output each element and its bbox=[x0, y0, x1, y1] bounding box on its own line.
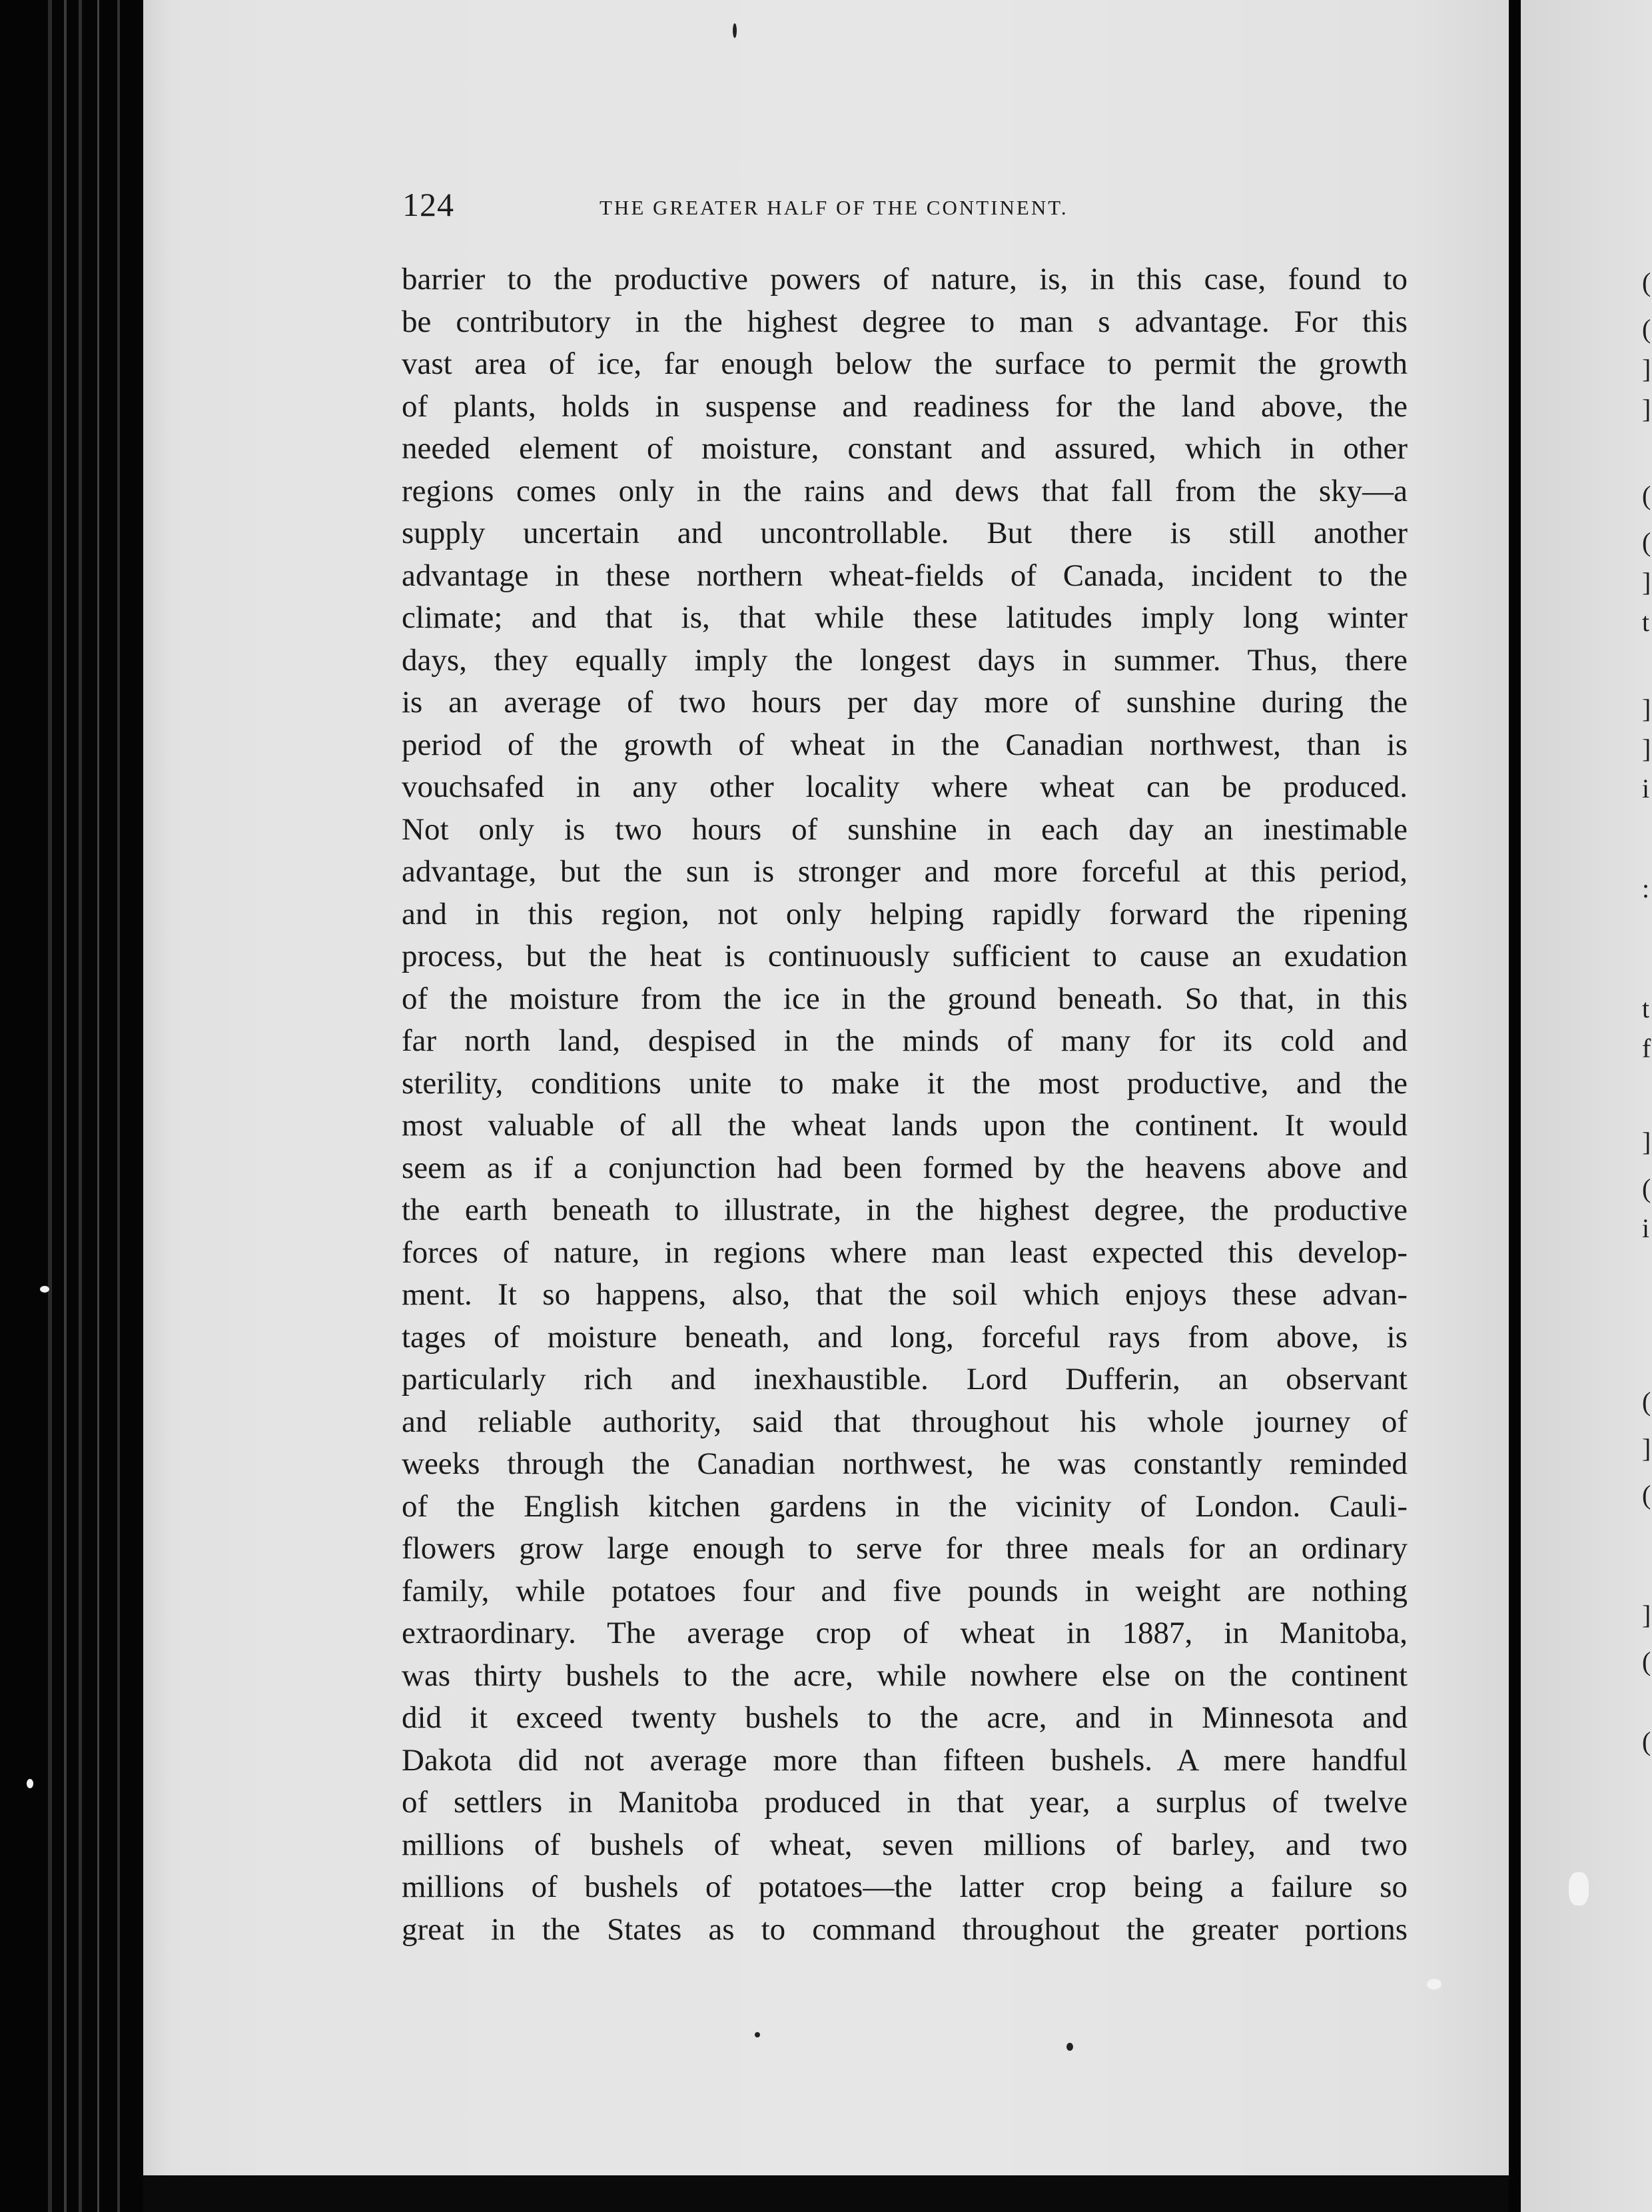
text-line: period of the growth of wheat in the Canadian northwest, than is bbox=[402, 727, 1408, 762]
text-line: tages of moisture beneath, and long, forceful rays from above, is bbox=[402, 1319, 1408, 1355]
text-line: of settlers in Manitoba produced in that year, a surplus of twelve bbox=[402, 1785, 1408, 1820]
text-line: of the English kitchen gardens in the vicinity of London. Cauli- bbox=[402, 1488, 1408, 1524]
text-line: Not only is two hours of sunshine in each day an inestimable bbox=[402, 812, 1408, 847]
text-line: did it exceed twenty bushels to the acre, and in Minnesota and bbox=[402, 1700, 1408, 1735]
text-line: far north land, despised in the minds of many for its cold and bbox=[402, 1023, 1408, 1058]
text-line: regions comes only in the rains and dews that fall from the sky—a bbox=[402, 473, 1408, 508]
text-line: great in the States as to command throughout the greater portions bbox=[402, 1912, 1408, 1947]
facing-page-letters: ( ( ] ] ( ( ] t ] ] i : t f ] ( i ( ] ( ] ( ( bbox=[1642, 267, 1651, 1756]
text-line: particularly rich and inexhaustible. Lord Dufferin, an observant bbox=[402, 1362, 1408, 1396]
text-line: needed element of moisture, constant and assured, which in other bbox=[402, 431, 1408, 466]
page-gutter bbox=[1509, 0, 1521, 2212]
text-line: ment. It so happens, also, that the soil which enjoys these advan- bbox=[402, 1277, 1408, 1312]
text-line: flowers grow large enough to serve for three meals for an ordinary bbox=[402, 1531, 1408, 1566]
binding-line bbox=[64, 0, 67, 2212]
print-speck bbox=[733, 23, 737, 38]
text-line: millions of bushels of potatoes—the latter crop being a failure so bbox=[402, 1870, 1408, 1904]
body-text bbox=[402, 259, 1408, 1951]
text-line: and in this region, not only helping rapidly forward the ripening bbox=[402, 896, 1408, 931]
binding-line bbox=[79, 0, 82, 2212]
text-line: most valuable of all the wheat lands upon the continent. It would bbox=[402, 1108, 1408, 1143]
text-line: weeks through the Canadian northwest, he was constantly reminded bbox=[402, 1446, 1408, 1481]
text-line: advantage, but the sun is stronger and more forceful at this period, bbox=[402, 854, 1408, 889]
print-speck bbox=[755, 2032, 760, 2037]
page-header bbox=[402, 185, 1222, 232]
text-line: of plants, holds in suspense and readiness for the land above, the bbox=[402, 388, 1408, 424]
text-line: of the moisture from the ice in the ground beneath. So that, in this bbox=[402, 981, 1408, 1016]
text-line: seem as if a conjunction had been formed by the heavens above and bbox=[402, 1150, 1408, 1185]
print-speck bbox=[1066, 2043, 1073, 2051]
running-title: THE GREATER HALF OF THE CONTINENT. bbox=[600, 196, 1068, 219]
page-bottom-shadow bbox=[143, 2175, 1509, 2212]
text-line: and reliable authority, said that throughout his whole journey of bbox=[402, 1404, 1408, 1439]
text-line: Dakota did not average more than fifteen bushels. A mere handful bbox=[402, 1742, 1408, 1778]
page-number: 124 bbox=[402, 186, 454, 223]
text-line: process, but the heat is continuously sufficient to cause an exudation bbox=[402, 939, 1408, 973]
text-line: barrier to the productive powers of nature, is, in this case, found to bbox=[402, 262, 1408, 296]
scan-artifact bbox=[27, 1779, 33, 1788]
binding-line bbox=[48, 0, 52, 2212]
text-line: the earth beneath to illustrate, in the highest degree, the productive bbox=[402, 1193, 1408, 1227]
text-line: vouchsafed in any other locality where wheat can be produced. bbox=[402, 770, 1408, 804]
scan-artifact bbox=[1427, 1979, 1442, 1989]
text-line: family, while potatoes four and five pounds in weight are nothing bbox=[402, 1573, 1408, 1608]
text-line: climate; and that is, that while these latitudes imply long winter bbox=[402, 600, 1408, 635]
binding-line bbox=[97, 0, 99, 2212]
text-line: be contributory in the highest degree to man s advantage. For this bbox=[402, 304, 1408, 339]
scan-artifact bbox=[1569, 1872, 1589, 1906]
text-line: forces of nature, in regions where man least expected this develop- bbox=[402, 1235, 1408, 1270]
text-line: supply uncertain and uncontrollable. But there is still another bbox=[402, 516, 1408, 550]
book-binding-edge bbox=[0, 0, 143, 2212]
text-line: extraordinary. The average crop of wheat in 1887, in Manitoba, bbox=[402, 1616, 1408, 1650]
text-line: sterility, conditions unite to make it the most productive, and the bbox=[402, 1065, 1408, 1101]
binding-line bbox=[117, 0, 120, 2212]
text-line: millions of bushels of wheat, seven millions of barley, and two bbox=[402, 1827, 1408, 1862]
text-line: days, they equally imply the longest days in summer. Thus, there bbox=[402, 642, 1408, 678]
text-line: vast area of ice, far enough below the surface to permit the growth bbox=[402, 346, 1408, 381]
scan-artifact bbox=[40, 1286, 49, 1293]
text-line: advantage in these northern wheat-fields of Canada, incident to the bbox=[402, 558, 1408, 593]
text-line: was thirty bushels to the acre, while nowhere else on the continent bbox=[402, 1658, 1408, 1693]
text-line: is an average of two hours per day more of sunshine during the bbox=[402, 685, 1408, 720]
